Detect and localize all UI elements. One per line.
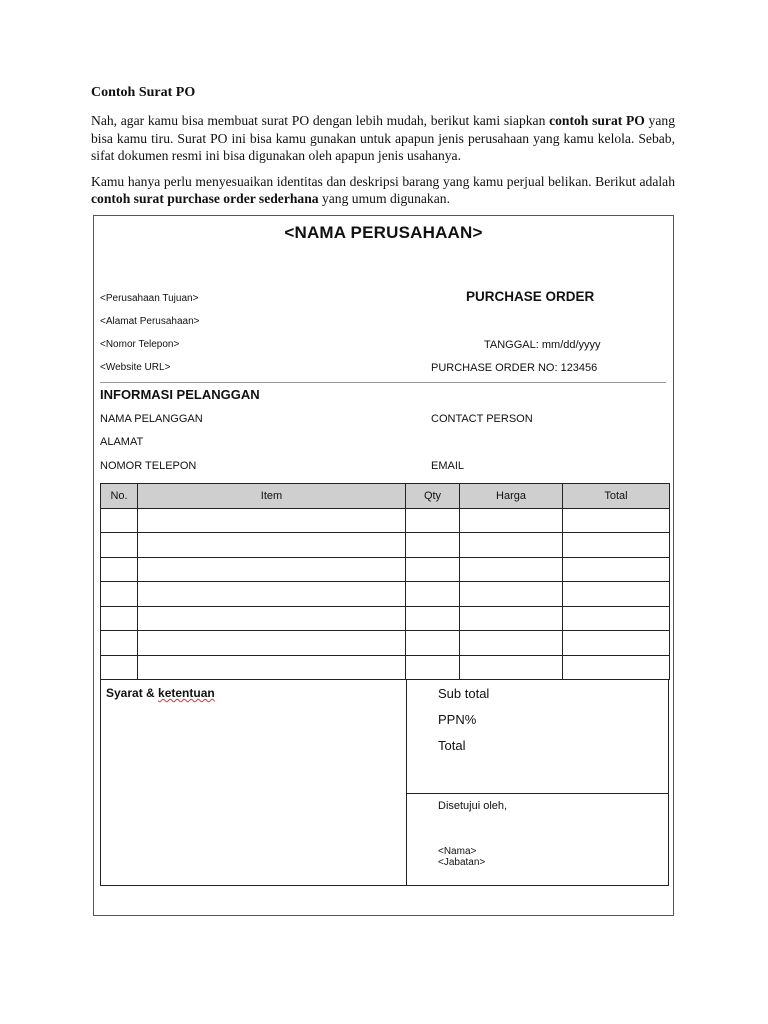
para2-text: Kamu hanya perlu menyesuaikan identitas dan deskripsi barang yang kamu perjual belikan. Berikut adalah (91, 173, 675, 189)
table-cell (460, 533, 563, 558)
table-cell (563, 631, 670, 656)
col-header-qty: Qty (406, 484, 460, 509)
email-label: EMAIL (431, 460, 465, 472)
terms-prefix: Syarat & (106, 686, 159, 700)
subtotal-label: Sub total (438, 686, 490, 701)
phone-number: <Nomor Telepon> (100, 339, 180, 350)
para2-text-end: yang umum digunakan. (318, 191, 450, 206)
address-label: ALAMAT (100, 436, 144, 448)
article-paragraph-1 (91, 112, 675, 165)
table-cell (563, 508, 670, 533)
company-name: <NAMA PERUSAHAAN> (284, 223, 483, 242)
table-cell (406, 631, 460, 656)
table-cell (101, 655, 138, 680)
table-cell (406, 582, 460, 607)
table-row (101, 557, 670, 582)
table-cell (460, 606, 563, 631)
table-cell (460, 631, 563, 656)
para2-bold: contoh surat purchase order sederhana (91, 191, 319, 206)
table-cell (563, 655, 670, 680)
recipient-company: <Perusahaan Tujuan> (100, 293, 199, 304)
table-cell (138, 508, 406, 533)
phone-label: NOMOR TELEPON (100, 460, 197, 472)
col-header-item: Item (138, 484, 406, 509)
ppn-label: PPN% (438, 712, 477, 727)
para1-text-end: yang bisa kamu tiru. Surat PO ini bisa kamu gunakan untuk apapun jenis perusahaan yang kamu kelola. Sebab, sifat dokumen resmi ini bisa digunakan oleh apapun jenis usahanya. (91, 113, 675, 163)
terms-label (106, 686, 215, 700)
table-cell (406, 533, 460, 558)
table-cell (138, 655, 406, 680)
table-cell (101, 631, 138, 656)
col-header-no: No. (101, 484, 138, 509)
contact-person-label: CONTACT PERSON (431, 413, 533, 425)
po-title: PURCHASE ORDER (466, 289, 595, 304)
company-address: <Alamat Perusahaan> (100, 316, 200, 327)
article (91, 84, 675, 216)
table-cell (406, 557, 460, 582)
table-cell (101, 557, 138, 582)
approved-by-label: Disetujui oleh, (438, 800, 508, 812)
table-row (101, 655, 670, 680)
table-cell (406, 508, 460, 533)
table-cell (138, 631, 406, 656)
article-heading: Contoh Surat PO (91, 85, 196, 100)
customer-info-title: INFORMASI PELANGGAN (100, 387, 260, 402)
table-cell (563, 582, 670, 607)
para1-bold: contoh surat PO (549, 113, 645, 128)
table-row (101, 582, 670, 607)
purchase-order-template (93, 215, 674, 916)
table-cell (460, 508, 563, 533)
name-placeholder: <Nama> (438, 846, 477, 857)
table-cell (563, 557, 670, 582)
table-cell (101, 582, 138, 607)
summary-horizontal-divider (406, 793, 668, 794)
para1-text: Nah, agar kamu bisa membuat surat PO dengan lebih mudah, berikut kami siapkan (91, 113, 550, 128)
total-label: Total (438, 738, 466, 753)
table-cell (563, 533, 670, 558)
summary-section (100, 680, 669, 886)
table-row (101, 606, 670, 631)
table-cell (460, 655, 563, 680)
items-table (100, 483, 670, 680)
article-paragraph-2 (91, 173, 675, 208)
table-cell (101, 533, 138, 558)
table-cell (101, 606, 138, 631)
table-cell (138, 582, 406, 607)
customer-name-label: NAMA PELANGGAN (100, 413, 203, 425)
table-row (101, 533, 670, 558)
table-cell (460, 557, 563, 582)
position-placeholder: <Jabatan> (438, 857, 486, 868)
col-header-total: Total (563, 484, 670, 509)
table-cell (138, 557, 406, 582)
po-date: TANGGAL: mm/dd/yyyy (484, 339, 601, 351)
website-url: <Website URL> (100, 362, 171, 373)
table-cell (563, 606, 670, 631)
table-cell (460, 582, 563, 607)
po-number: PURCHASE ORDER NO: 123456 (431, 362, 598, 374)
terms-word: ketentuan (158, 686, 215, 700)
table-cell (138, 606, 406, 631)
table-row (101, 508, 670, 533)
col-header-harga: Harga (460, 484, 563, 509)
table-header-row (101, 484, 670, 509)
table-cell (138, 533, 406, 558)
table-cell (406, 606, 460, 631)
table-cell (406, 655, 460, 680)
summary-vertical-divider (406, 680, 407, 885)
table-row (101, 631, 670, 656)
table-cell (101, 508, 138, 533)
divider (100, 382, 666, 383)
